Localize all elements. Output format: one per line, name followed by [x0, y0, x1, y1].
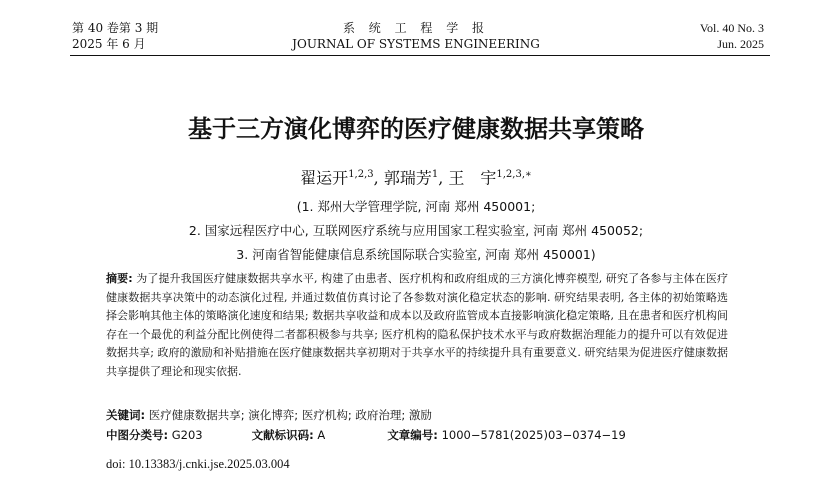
affiliation-1: (1. 郑州大学管理学院, 河南 郑州 450001;: [296, 199, 536, 214]
article-number-label: 文章编号:: [387, 428, 438, 442]
abstract: [106, 270, 728, 381]
author-name: 王 宇: [448, 168, 497, 188]
journal-name-en: JOURNAL OF SYSTEMS ENGINEERING: [292, 37, 540, 51]
clc-label: 中图分类号:: [106, 428, 169, 442]
author-affil-mark: 1: [431, 169, 439, 180]
doi[interactable]: doi: 10.13383/j.cnki.jse.2025.03.004: [106, 457, 290, 471]
affiliation-2: 2. 国家远程医疗中心, 互联网医疗系统与应用国家工程实验室, 河南 郑州 450052;: [188, 223, 644, 238]
date-en: Jun. 2025: [717, 37, 764, 51]
paper-title: 基于三方演化博弈的医疗健康数据共享策略: [188, 115, 644, 143]
keywords-text: 医疗健康数据共享; 演化博弈; 医疗机构; 政府治理; 激励: [148, 408, 432, 422]
volume-en: Vol. 40 No. 3: [699, 21, 764, 35]
doc-code-label: 文献标识码:: [251, 428, 314, 442]
author-affil-mark: 1,2,3,∗: [496, 169, 532, 180]
author-name: 郭瑞芳: [383, 168, 432, 188]
abstract-text: 为了提升我国医疗健康数据共享水平, 构建了由患者、医疗机构和政府组成的三方演化博弈模型, 研究了各参与主体在医疗健康数据共享决策中的动态演化过程, 并通过数值仿真讨论了各参数对演化稳定状态的影响. 研究结果表明, 各主体的初始策略选择会影响其他主体的策略演化速度和结果; 数据共享收益和成本以及政府监管成本直接影响演化稳定策略, 且在患者和医疗机构间存在一个最优的利益分配比例使得二者都积极参与共享; 医疗机构的隐私保护技术水平与政府数据治理能力的提升可以有效促进数据共享; 政府的激励和补贴措施在医疗健康数据共享初期对于共享水平的持续提升具有重要意义. 研究结果为促进医疗健康数据共享提供了理论和现实依据.: [106, 272, 728, 378]
author-affil-mark: 1,2,3: [348, 169, 374, 180]
header-divider: [70, 55, 770, 56]
abstract-label: 摘要:: [106, 272, 133, 285]
article-number-value: 1000−5781(2025)03−0374−19: [441, 428, 626, 442]
header-volume-en: [700, 20, 764, 52]
doc-code-value: A: [317, 428, 326, 442]
affiliation-3: 3. 河南省智能健康信息系统国际联合实验室, 河南 郑州 450001): [236, 247, 596, 262]
keywords-label: 关键词:: [106, 408, 146, 422]
volume-cn: 第 40 卷第 3 期: [72, 21, 159, 35]
keywords: [106, 407, 432, 423]
journal-name-cn: 系 统 工 程 学 报: [342, 21, 490, 35]
date-cn: 2025 年 6 月: [72, 37, 146, 51]
author-name: 翟运开: [300, 168, 349, 188]
author-list: 翟运开$^{1,2,3}$, 郭瑞芳$^1$, 王 宇$^{1,2,3,∗}$: [300, 168, 532, 188]
clc-value: G203: [171, 428, 203, 442]
classification-line: [106, 427, 746, 443]
